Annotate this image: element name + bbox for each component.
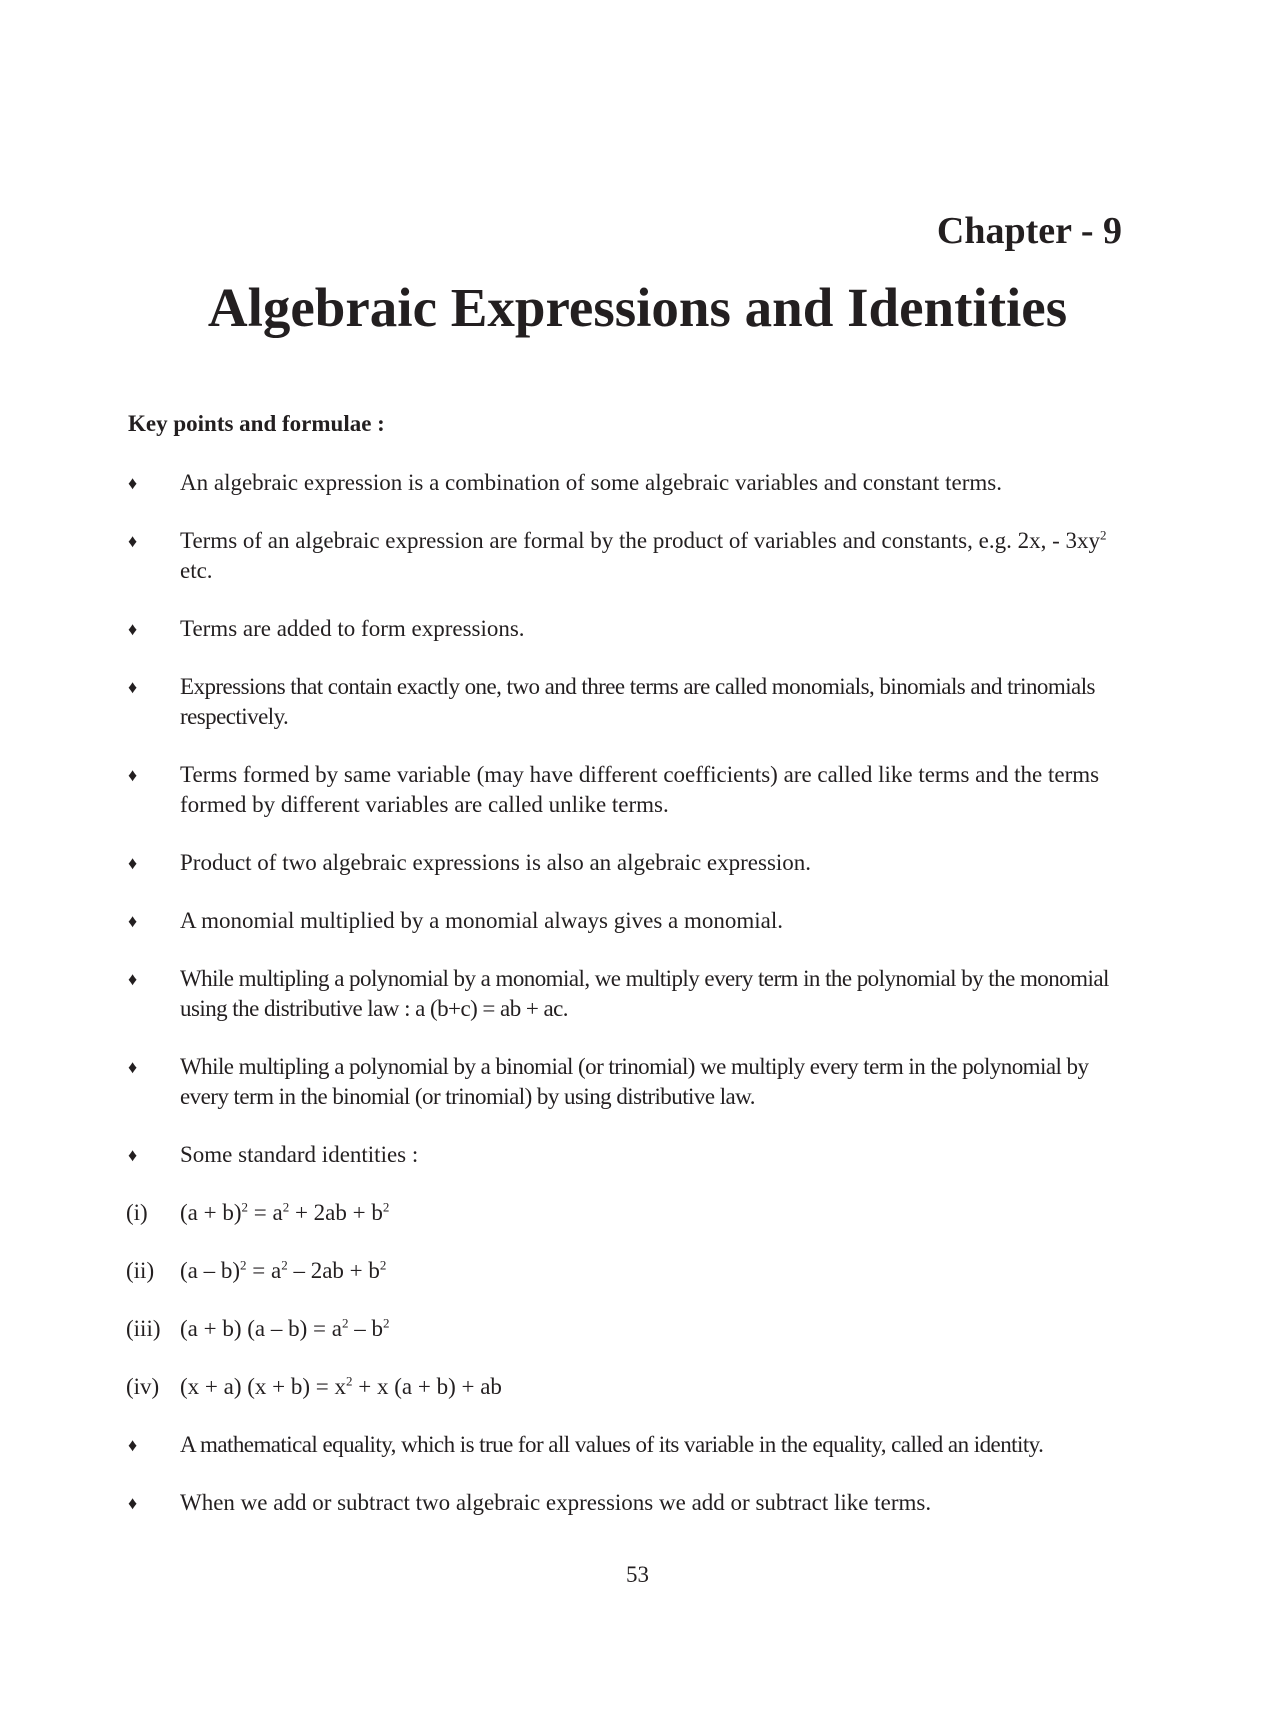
list-item bbox=[126, 468, 1126, 498]
list-item bbox=[126, 672, 1126, 732]
list-item bbox=[126, 760, 1126, 820]
list-item bbox=[126, 1140, 1126, 1170]
point-text: Terms of an algebraic expression are formal by the product of variables and constants, e.g. 2x, - 3xy bbox=[180, 528, 1100, 553]
identity-item bbox=[126, 1256, 1126, 1286]
point-text-continuation: etc. bbox=[180, 558, 213, 583]
identity-item bbox=[126, 1314, 1126, 1344]
page-title: Algebraic Expressions and Identities bbox=[207, 277, 1068, 338]
diamond-bullet-icon: ♦ bbox=[128, 619, 138, 639]
diamond-bullet-icon: ♦ bbox=[128, 969, 137, 989]
diamond-bullet-icon: ♦ bbox=[128, 531, 138, 551]
diamond-bullet-icon: ♦ bbox=[128, 1493, 138, 1513]
point-text: A monomial multiplied by a monomial always gives a monomial. bbox=[180, 908, 784, 933]
identity-formula: (a + b) $(a - b) = a^2 - b^2$ bbox=[180, 1315, 390, 1341]
point-text: While multipling a polynomial by a binomial (or trinomial) we multiply every term in the polynomial by every term in the binomial (or trinomial) by using distributive law. bbox=[180, 1054, 1089, 1109]
point-text: Terms are added to form expressions. bbox=[180, 616, 525, 641]
diamond-bullet-icon: ♦ bbox=[128, 911, 138, 931]
diamond-bullet-icon: ♦ bbox=[128, 1145, 138, 1165]
point-text: Expressions that contain exactly one, two and three terms are called monomials, binomials and trinomials respectively. bbox=[180, 674, 1095, 729]
identity-item bbox=[126, 1372, 1126, 1402]
list-item bbox=[126, 614, 1126, 644]
diamond-bullet-icon: ♦ bbox=[128, 473, 138, 493]
diamond-bullet-icon: ♦ bbox=[128, 765, 138, 785]
identity-item bbox=[126, 1198, 1126, 1228]
diamond-bullet-icon: ♦ bbox=[128, 677, 137, 697]
point-text: Some standard identities : bbox=[180, 1142, 419, 1167]
point-text: A mathematical equality, which is true for all values of its variable in the equality, called an identity. bbox=[180, 1432, 1044, 1457]
identity-formula: (x + a) $(x + b) = x^2 + x$ (a + b) + ab bbox=[180, 1373, 502, 1399]
point-text: While multipling a polynomial by a monomial, we multiply every term in the polynomial by the monomial using the distributive law : a (b+c) = ab + ac. bbox=[180, 966, 1109, 1021]
key-points-list bbox=[126, 468, 1126, 1546]
list-item bbox=[126, 1430, 1126, 1460]
identity-formula: $(a - b)^2 = a^2 - 2ab + b^2$ bbox=[180, 1257, 387, 1283]
point-text: Terms formed by same variable (may have different coefficients) are called like terms and the terms formed by different variables are called unlike terms. bbox=[180, 762, 1100, 817]
page-number: 53 bbox=[626, 1562, 649, 1587]
diamond-bullet-icon: ♦ bbox=[128, 1057, 137, 1077]
point-text: An algebraic expression is a combination of some algebraic variables and constant terms. bbox=[180, 470, 1002, 495]
point-text: When we add or subtract two algebraic expressions we add or subtract like terms. bbox=[180, 1490, 932, 1515]
section-heading: Key points and formulae : bbox=[128, 411, 385, 436]
list-item bbox=[126, 1052, 1126, 1112]
identity-label: (iv) bbox=[126, 1374, 160, 1399]
diamond-bullet-icon: ♦ bbox=[128, 1435, 137, 1455]
diamond-bullet-icon: ♦ bbox=[128, 853, 138, 873]
list-item bbox=[126, 906, 1126, 936]
list-item bbox=[126, 1488, 1126, 1518]
identity-formula: $(a + b)^2 = a^2 + 2ab + b^2$ bbox=[180, 1199, 390, 1225]
point-text: Product of two algebraic expressions is also an algebraic expression. bbox=[180, 850, 812, 875]
chapter-label: Chapter - 9 bbox=[936, 210, 1122, 252]
identity-label: (i) bbox=[126, 1200, 148, 1225]
identity-label: (iii) bbox=[126, 1316, 161, 1341]
list-item bbox=[126, 964, 1126, 1024]
superscript: 2 bbox=[1100, 527, 1107, 543]
list-item bbox=[126, 526, 1126, 586]
identity-label: (ii) bbox=[126, 1258, 155, 1283]
list-item bbox=[126, 848, 1126, 878]
